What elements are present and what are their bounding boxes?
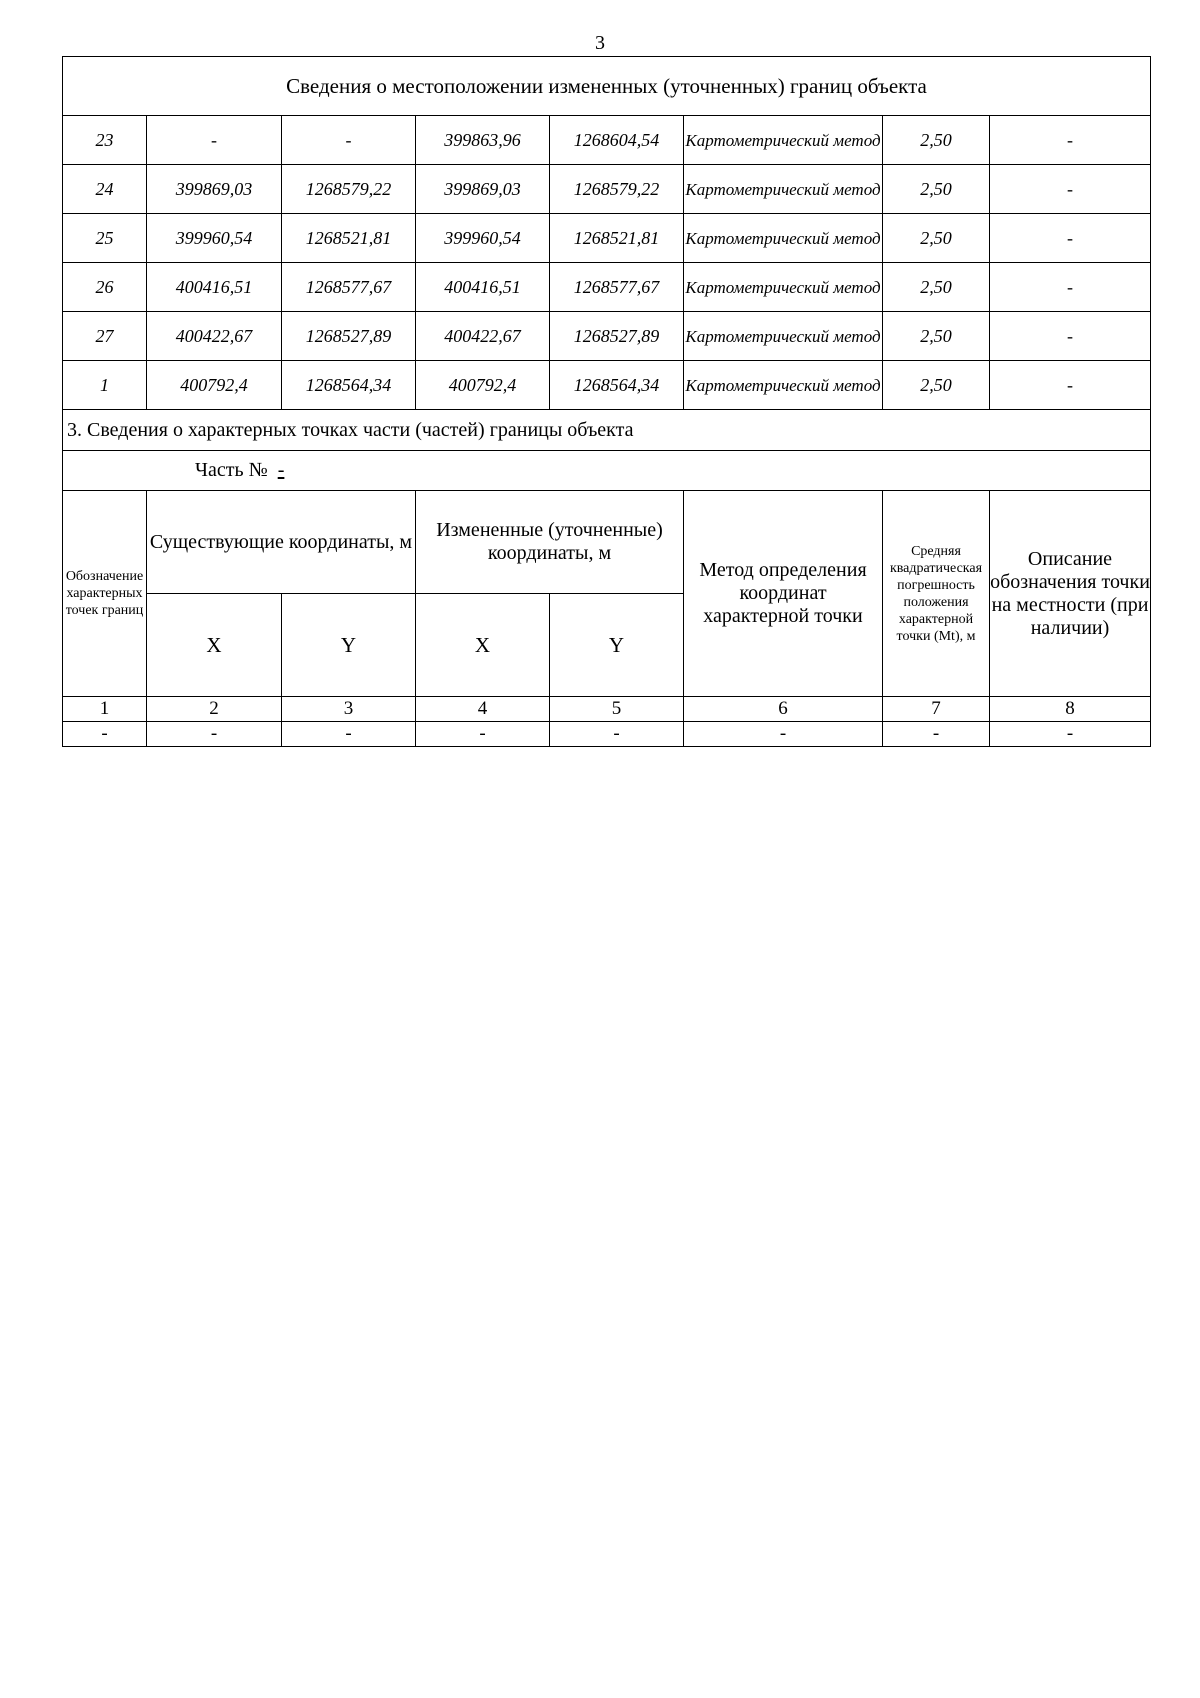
accuracy-cell: 2,50 — [883, 214, 990, 263]
header-changed-coords: Измененные (уточненные) координаты, м — [416, 491, 684, 594]
description-cell: - — [990, 361, 1151, 410]
existing-y-cell: 1268527,89 — [282, 312, 416, 361]
changed-x-cell: 400416,51 — [416, 263, 550, 312]
existing-x-cell: - — [147, 116, 282, 165]
method-cell: Картометрический метод — [684, 116, 883, 165]
accuracy-cell: 2,50 — [883, 312, 990, 361]
table-title: Сведения о местоположении измененных (уточненных) границ объекта — [63, 57, 1151, 116]
method-cell: Картометрический метод — [684, 263, 883, 312]
header-existing-y: Y — [282, 594, 416, 697]
description-cell: - — [990, 214, 1151, 263]
changed-x-cell: 400792,4 — [416, 361, 550, 410]
existing-x-cell: 400422,67 — [147, 312, 282, 361]
accuracy-cell: 2,50 — [883, 116, 990, 165]
part-number-row — [63, 451, 1151, 491]
table-row — [63, 312, 1151, 361]
point-number-cell: 23 — [63, 116, 147, 165]
changed-y-cell: 1268564,34 — [550, 361, 684, 410]
accuracy-cell: 2,50 — [883, 165, 990, 214]
changed-y-cell: 1268577,67 — [550, 263, 684, 312]
column-number: 2 — [147, 697, 282, 722]
table-row — [63, 116, 1151, 165]
table-row — [63, 722, 1151, 747]
header-description: Описание обозначения точки на местности (при наличии) — [990, 491, 1151, 697]
existing-y-cell: 1268579,22 — [282, 165, 416, 214]
changed-x-cell: 400422,67 — [416, 312, 550, 361]
part-label: Часть № — [195, 459, 268, 481]
column-number: 4 — [416, 697, 550, 722]
boundary-table — [62, 56, 1151, 747]
method-cell: Картометрический метод — [684, 165, 883, 214]
section-3-title: 3. Сведения о характерных точках части (частей) границы объекта — [63, 410, 1151, 451]
empty-cell: - — [63, 722, 147, 747]
empty-cell: - — [684, 722, 883, 747]
page-number: 3 — [595, 32, 605, 54]
existing-x-cell: 399869,03 — [147, 165, 282, 214]
point-number-cell: 1 — [63, 361, 147, 410]
empty-cell: - — [282, 722, 416, 747]
description-cell: - — [990, 165, 1151, 214]
header-method: Метод определения координат характерной точки — [684, 491, 883, 697]
column-number: 1 — [63, 697, 147, 722]
changed-y-cell: 1268604,54 — [550, 116, 684, 165]
table-row — [63, 263, 1151, 312]
changed-y-cell: 1268527,89 — [550, 312, 684, 361]
table-row — [63, 361, 1151, 410]
accuracy-cell: 2,50 — [883, 263, 990, 312]
method-cell: Картометрический метод — [684, 214, 883, 263]
empty-cell: - — [883, 722, 990, 747]
existing-x-cell: 400792,4 — [147, 361, 282, 410]
method-cell: Картометрический метод — [684, 361, 883, 410]
changed-x-cell: 399869,03 — [416, 165, 550, 214]
existing-x-cell: 399960,54 — [147, 214, 282, 263]
column-numbers-row — [63, 697, 1151, 722]
column-number: 5 — [550, 697, 684, 722]
part-value: - — [277, 459, 285, 481]
point-number-cell: 27 — [63, 312, 147, 361]
empty-cell: - — [416, 722, 550, 747]
header-accuracy: Средняя квадратическая погрешность положения характерной точки (Mt), м — [883, 491, 990, 697]
point-number-cell: 26 — [63, 263, 147, 312]
description-cell: - — [990, 312, 1151, 361]
table-row — [63, 165, 1151, 214]
existing-y-cell: 1268564,34 — [282, 361, 416, 410]
header-existing-coords: Существующие координаты, м — [147, 491, 416, 594]
header-changed-x: X — [416, 594, 550, 697]
empty-cell: - — [147, 722, 282, 747]
header-point-designation: Обозначение характерных точек границ — [63, 491, 147, 697]
header-changed-y: Y — [550, 594, 684, 697]
existing-y-cell: 1268521,81 — [282, 214, 416, 263]
changed-y-cell: 1268521,81 — [550, 214, 684, 263]
empty-cell: - — [550, 722, 684, 747]
column-number: 3 — [282, 697, 416, 722]
description-cell: - — [990, 116, 1151, 165]
table-row — [63, 214, 1151, 263]
existing-x-cell: 400416,51 — [147, 263, 282, 312]
column-number: 7 — [883, 697, 990, 722]
changed-x-cell: 399960,54 — [416, 214, 550, 263]
existing-y-cell: - — [282, 116, 416, 165]
accuracy-cell: 2,50 — [883, 361, 990, 410]
point-number-cell: 25 — [63, 214, 147, 263]
description-cell: - — [990, 263, 1151, 312]
existing-y-cell: 1268577,67 — [282, 263, 416, 312]
empty-cell: - — [990, 722, 1151, 747]
header-existing-x: X — [147, 594, 282, 697]
column-number: 8 — [990, 697, 1151, 722]
point-number-cell: 24 — [63, 165, 147, 214]
method-cell: Картометрический метод — [684, 312, 883, 361]
column-number: 6 — [684, 697, 883, 722]
changed-x-cell: 399863,96 — [416, 116, 550, 165]
changed-y-cell: 1268579,22 — [550, 165, 684, 214]
